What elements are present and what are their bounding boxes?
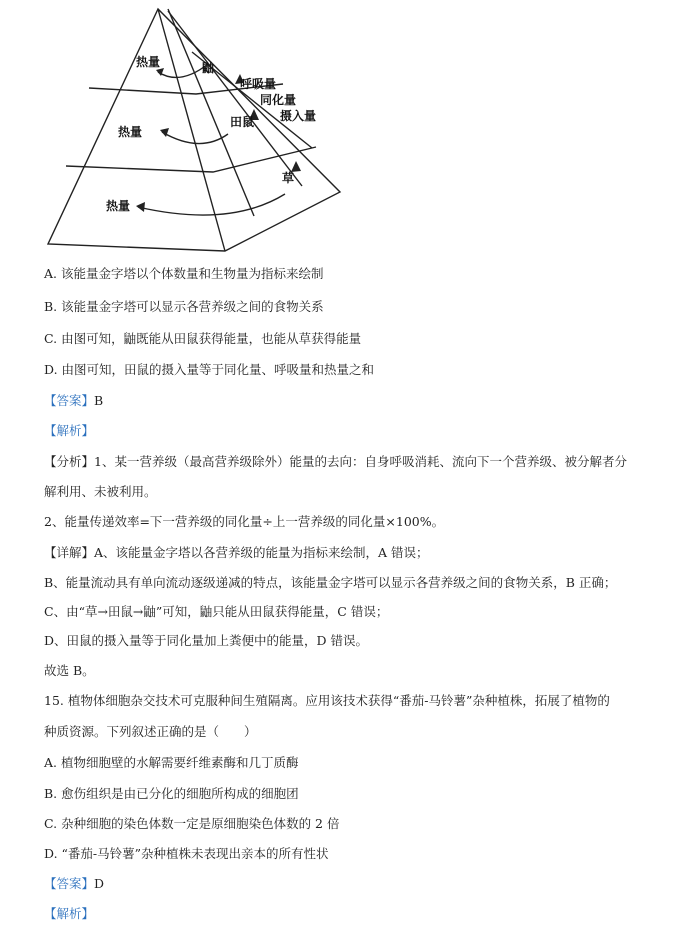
q14-conclusion: 故选 B。 [44, 663, 95, 678]
q15-analysis-tag: 【解析】 [44, 906, 95, 921]
q15-option-c: C. 杂种细胞的染色体数一定是原细胞染色体数的 2 倍 [44, 816, 340, 831]
label-heat-3: 热量 [106, 199, 131, 213]
q15-stem-1: 15. 植物体细胞杂交技术可克服种间生殖隔离。应用该技术获得“番茄-马铃薯”杂种植株，拓展了植物的 [44, 693, 610, 708]
label-assimilation: 同化量 [260, 93, 297, 107]
q14-detail-b: B、能量流动具有单向流动逐级递减的特点，该能量金字塔可以显示各营养级之间的食物关系，B 正确； [44, 575, 617, 590]
energy-pyramid-figure [40, 4, 350, 256]
q14-detail-a [44, 545, 429, 561]
q14-fenxi-line1 [44, 454, 627, 470]
q14-fenxi-line3: 2、能量传递效率=下一营养级的同化量÷上一营养级的同化量×100%。 [44, 514, 445, 529]
label-respiration: 呼吸量 [240, 77, 277, 91]
label-intake: 摄入量 [280, 109, 317, 123]
q14-option-c: C. 由图可知，鼬既能从田鼠获得能量，也能从草获得能量 [44, 331, 362, 346]
q14-option-b: B. 该能量金字塔可以显示各营养级之间的食物关系 [44, 299, 324, 314]
q14-analysis-tag: 【解析】 [44, 423, 95, 438]
q15-option-d: D. “番茄-马铃薯”杂种植株未表现出亲本的所有性状 [44, 846, 329, 861]
q14-option-d: D. 由图可知，田鼠的摄入量等于同化量、呼吸量和热量之和 [44, 362, 375, 377]
label-grass: 草 [282, 171, 295, 185]
q14-option-a: A. 该能量金字塔以个体数量和生物量为指标来绘制 [44, 266, 324, 281]
answer-tag: 【答案】 [44, 876, 95, 891]
xiangjie-text-a: A、该能量金字塔以各营养级的能量为指标来绘制，A 错误； [94, 545, 429, 560]
label-weasel: 鼬 [202, 61, 215, 75]
answer-value: D [94, 876, 105, 891]
tier-line-2 [66, 147, 316, 172]
answer-tag: 【答案】 [44, 393, 95, 408]
label-heat-1: 热量 [136, 55, 161, 69]
q14-answer [44, 393, 103, 409]
label-vole: 田鼠 [230, 115, 255, 129]
label-heat-2: 热量 [118, 125, 143, 139]
fenxi-text-1a: 1、某一营养级（最高营养级除外）能量的去向：自身呼吸消耗、流向下一个营养级、被分解者分 [94, 454, 627, 469]
energy-pyramid-diagram [40, 4, 350, 256]
q15-option-b: B. 愈伤组织是由已分化的细胞所构成的细胞团 [44, 786, 299, 801]
xiangjie-tag: 【详解】 [44, 545, 95, 560]
q15-option-a: A. 植物细胞壁的水解需要纤维素酶和几丁质酶 [44, 755, 299, 770]
q14-detail-c: C、由“草→田鼠→鼬”可知，鼬只能从田鼠获得能量，C 错误； [44, 604, 389, 619]
q15-stem-2: 种质资源。下列叙述正确的是（ ） [44, 724, 257, 739]
heat-arrow-1 [158, 64, 208, 77]
answer-value: B [94, 393, 104, 408]
q15-answer [44, 876, 104, 892]
q14-detail-d: D、田鼠的摄入量等于同化量加上粪便中的能量，D 错误。 [44, 633, 369, 648]
q14-fenxi-line2: 解利用、未被利用。 [44, 484, 157, 499]
fenxi-tag: 【分析】 [44, 454, 95, 469]
